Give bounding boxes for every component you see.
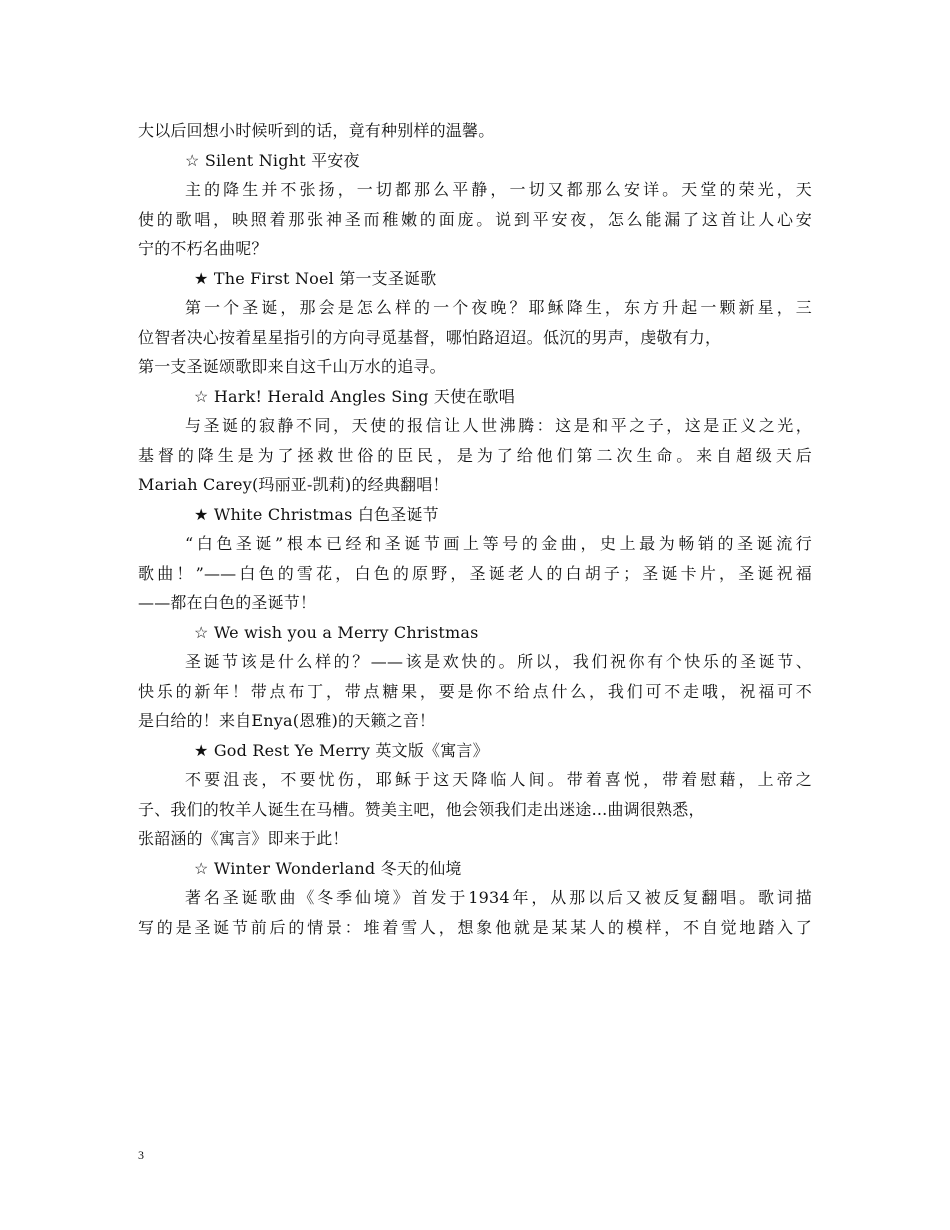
text-line: 不要沮丧，不要忧伤，耶稣于这天降临人间。带着喜悦，带着慰藉，上帝之: [185, 770, 812, 789]
text-line: 张韶涵的《寓言》即来于此！: [138, 829, 349, 848]
text-line: 歌曲！”——白色的雪花，白色的原野，圣诞老人的白胡子；圣诞卡片，圣诞祝福: [138, 563, 812, 583]
text-line: “白色圣诞”根本已经和圣诞节画上等号的金曲，史上最为畅销的圣诞流行: [185, 534, 812, 553]
song-heading-silent-night: ☆ Silent Night 平安夜: [185, 150, 360, 170]
text-line: 与圣诞的寂静不同，天使的报信让人世沸腾：这是和平之子，这是正义之光，: [185, 416, 812, 435]
text-line: 主的降生并不张扬，一切都那么平静，一切又都那么安详。天堂的荣光，天: [185, 180, 812, 199]
text-line: 第一个圣诞，那会是怎么样的一个夜晚？耶稣降生，东方升起一颗新星，三: [185, 298, 812, 317]
page-number: 3: [138, 1148, 144, 1162]
text-line: ——都在白色的圣诞节！: [138, 593, 317, 612]
song-heading-white-christmas: ★ White Christmas 白色圣诞节: [194, 504, 439, 524]
text-line: 快乐的新年！带点布丁，带点糖果，要是你不给点什么，我们可不走哦，祝福可不: [138, 681, 812, 701]
text-line: 使的歌唱，映照着那张神圣而稚嫩的面庞。说到平安夜，怎么能漏了这首让人心安: [138, 209, 812, 229]
text-line: 写的是圣诞节前后的情景：堆着雪人，想象他就是某某人的模样，不自觉地踏入了: [138, 917, 812, 937]
song-heading-winter-wonderland: ☆ Winter Wonderland 冬天的仙境: [194, 858, 462, 878]
text-line: 著名圣诞歌曲《冬季仙境》首发于1934年，从那以后又被反复翻唱。歌词描: [185, 888, 812, 907]
text-line: 子、我们的牧羊人诞生在马槽。赞美主吧，他会领我们走出迷途...曲调很熟悉，: [138, 799, 705, 819]
text-line: 是白给的！来自Enya(恩雅)的天籁之音！: [138, 711, 436, 730]
text-line: 大以后回想小时候听到的话，竟有种别样的温馨。: [138, 121, 495, 140]
song-heading-hark-herald: ☆ Hark! Herald Angles Sing 天使在歌唱: [194, 386, 515, 406]
text-line: 宁的不朽名曲呢？: [138, 239, 268, 258]
document-body: [138, 116, 818, 942]
song-heading-we-wish: ☆ We wish you a Merry Christmas: [194, 622, 479, 642]
text-line: 位智者决心按着星星指引的方向寻觅基督，哪怕路迢迢。低沉的男声，虔敬有力，: [138, 327, 722, 347]
song-heading-first-noel: ★ The First Noel 第一支圣诞歌: [194, 268, 437, 288]
text-line: 基督的降生是为了拯救世俗的臣民，是为了给他们第二次生命。来自超级天后: [138, 445, 812, 465]
text-line: 第一支圣诞颂歌即来自这千山万水的追寻。: [138, 357, 446, 376]
text-line: Mariah Carey(玛丽亚-凯莉)的经典翻唱！: [138, 475, 449, 494]
song-heading-god-rest: ★ God Rest Ye Merry 英文版《寓言》: [194, 740, 489, 760]
text-line: 圣诞节该是什么样的？——该是欢快的。所以，我们祝你有个快乐的圣诞节、: [185, 652, 812, 671]
